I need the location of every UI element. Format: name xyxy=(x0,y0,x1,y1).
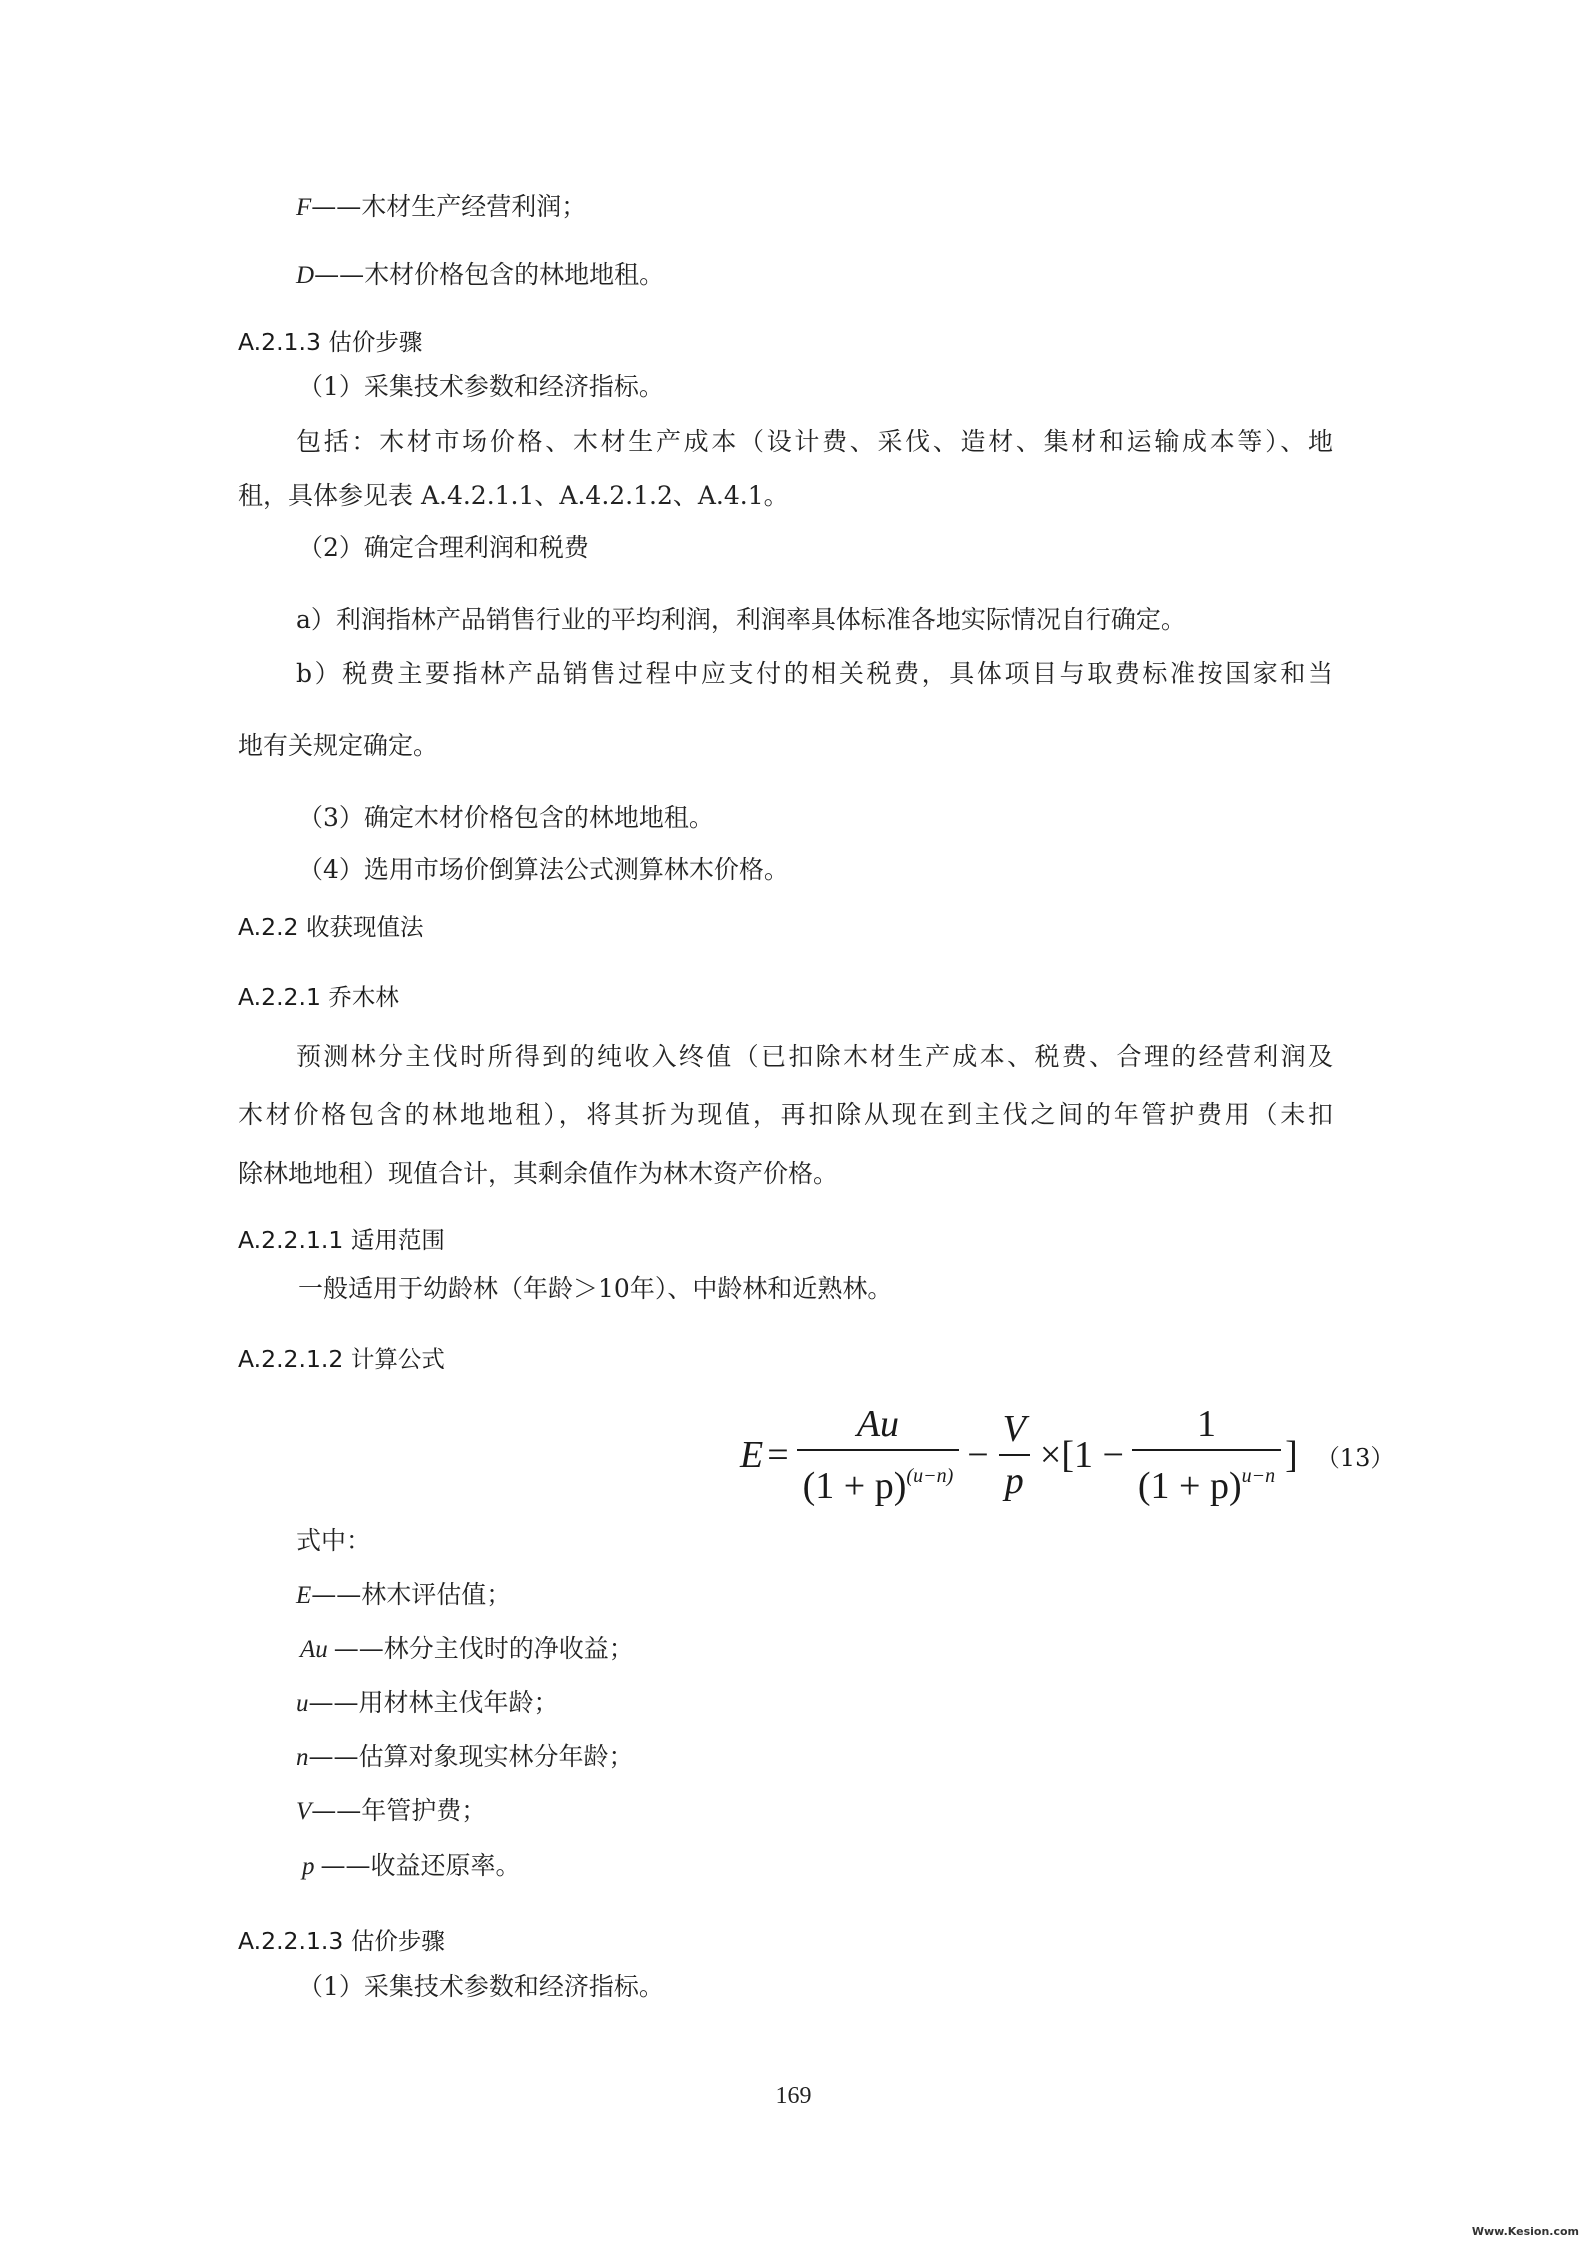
page-number: 169 xyxy=(775,2083,812,2109)
definition-text: ——年管护费； xyxy=(311,1796,487,1825)
formula-lhs: E xyxy=(740,1434,764,1476)
paragraph-line: b）税费主要指林产品销售过程中应支付的相关税费，具体项目与取费标准按国家和当 xyxy=(296,659,1333,688)
exponent: u−n xyxy=(1241,1465,1276,1487)
section-heading-a2-2-1-3: A.2.2.1.3 估价步骤 xyxy=(238,1927,445,1955)
fraction-1-denominator: $(1 + p)^{(u-n)}$ xyxy=(797,1449,960,1508)
variable-F: F xyxy=(296,194,312,221)
definition-D xyxy=(296,258,664,293)
variable-E: E xyxy=(296,1582,312,1609)
fraction-1-numerator: Au xyxy=(856,1403,900,1445)
section-heading-a2-1-3: A.2.1.3 估价步骤 xyxy=(238,328,423,356)
definition-E xyxy=(296,1578,511,1613)
paragraph-line: 预测林分主伐时所得到的纯收入终值（已扣除木材生产成本、税费、合理的经营利润及 xyxy=(296,1042,1333,1071)
paragraph-line: （2）确定合理利润和税费 xyxy=(298,533,589,562)
definition-F xyxy=(296,190,586,225)
definition-text: ——用材林主伐年龄； xyxy=(308,1688,559,1717)
definition-text: ——木材价格包含的林地地租。 xyxy=(314,260,665,289)
definition-n xyxy=(296,1740,634,1775)
paragraph-line: （1）采集技术参数和经济指标。 xyxy=(298,1972,664,2001)
formula-times-bracket: ×[1 − xyxy=(1039,1434,1124,1476)
watermark-text: Www.Kesion.com xyxy=(1471,2225,1579,2238)
definition-p xyxy=(302,1849,521,1884)
formula-close-bracket: ] xyxy=(1285,1434,1298,1476)
fraction-2 xyxy=(997,1407,1032,1503)
definition-u xyxy=(296,1686,559,1721)
paragraph-line: 一般适用于幼龄林（年龄＞10年）、中龄林和近熟林。 xyxy=(298,1274,893,1303)
section-heading-a2-2-1-2: A.2.2.1.2 计算公式 xyxy=(238,1345,445,1373)
paragraph-line: 除林地地租）现值合计，其剩余值作为林木资产价格。 xyxy=(238,1159,839,1188)
formula-13 xyxy=(740,1395,1394,1515)
fraction-3-denominator: $(1 + p)^{u-n}$ xyxy=(1132,1449,1281,1508)
variable-D: D xyxy=(296,262,315,289)
variable-n: n xyxy=(296,1744,309,1771)
definition-text: ——木材生产经营利润； xyxy=(311,192,587,221)
paragraph-line: （4）选用市场价倒算法公式测算林木价格。 xyxy=(298,855,789,884)
variable-u: u xyxy=(296,1690,309,1717)
variable-V: V xyxy=(296,1798,312,1825)
paragraph-line: 木材价格包含的林地地租），将其折为现值，再扣除从现在到主伐之间的年管护费用（未扣 xyxy=(238,1100,1333,1129)
paragraph-line: 包括：木材市场价格、木材生产成本（设计费、采伐、造材、集材和运输成本等）、地 xyxy=(296,427,1333,456)
variable-Au: Au xyxy=(300,1636,328,1663)
paragraph-line: 租，具体参见表 A.4.2.1.1、A.4.2.1.2、A.4.1。 xyxy=(238,481,789,510)
definition-text: ——收益还原率。 xyxy=(320,1851,521,1880)
paragraph-line: （1）采集技术参数和经济指标。 xyxy=(298,372,664,401)
equation-number: （13） xyxy=(1315,1443,1395,1472)
fraction-3-numerator: 1 xyxy=(1197,1403,1217,1445)
fraction-3 xyxy=(1132,1402,1281,1508)
variable-p: p xyxy=(302,1853,315,1880)
section-heading-a2-2-1: A.2.2.1 乔木林 xyxy=(238,983,399,1011)
formula-equals: = xyxy=(767,1434,789,1476)
fraction-2-numerator: V xyxy=(1002,1408,1026,1450)
paragraph-line: （3）确定木材价格包含的林地地租。 xyxy=(298,803,714,832)
paragraph-line: 地有关规定确定。 xyxy=(238,731,439,760)
section-heading-a2-2: A.2.2 收获现值法 xyxy=(238,913,424,941)
section-heading-a2-2-1-1: A.2.2.1.1 适用范围 xyxy=(238,1226,445,1254)
definition-Au xyxy=(300,1632,634,1667)
exponent: (u−n) xyxy=(906,1465,954,1487)
formula-minus: − xyxy=(967,1434,989,1476)
paragraph-line: 式中： xyxy=(296,1526,372,1555)
definition-text: ——估算对象现实林分年龄； xyxy=(308,1742,634,1771)
definition-V xyxy=(296,1794,486,1829)
definition-text: ——林木评估值； xyxy=(311,1580,512,1609)
fraction-1 xyxy=(797,1402,960,1508)
fraction-2-denominator: p xyxy=(999,1454,1030,1503)
definition-text: ——林分主伐时的净收益； xyxy=(333,1634,634,1663)
paragraph-line: a）利润指林产品销售行业的平均利润，利润率具体标准各地实际情况自行确定。 xyxy=(296,605,1186,634)
